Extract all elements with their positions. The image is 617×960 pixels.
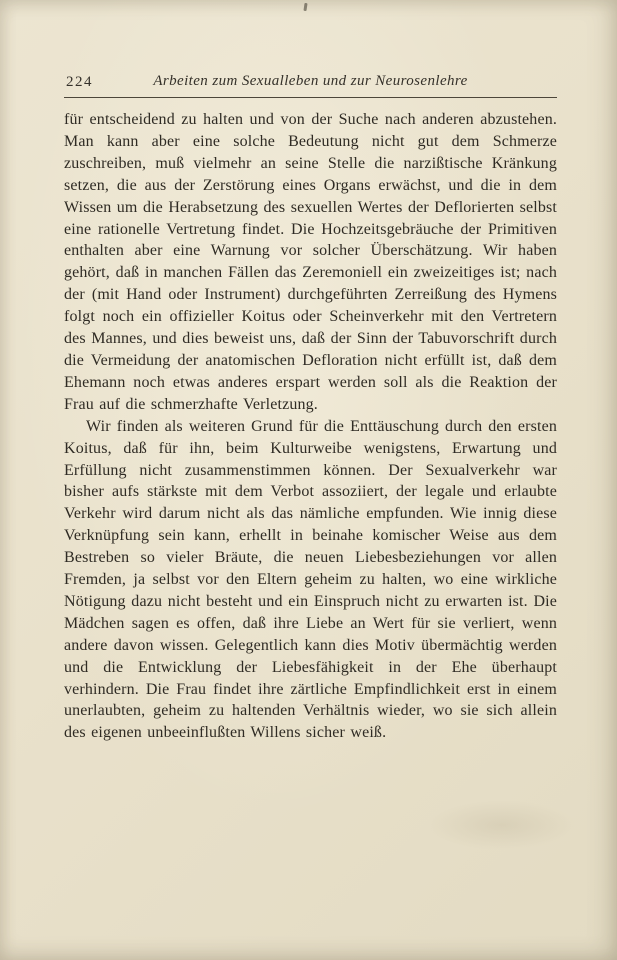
page-body: [64, 109, 557, 744]
scan-artifact-smudge: [427, 800, 577, 850]
page-header: [64, 72, 557, 92]
page-number: 224: [66, 74, 93, 90]
paragraph-2: Wir finden als weiteren Grund für die Enttäuschung durch den ersten Koitus, daß für ihn, beim Kulturweibe wenigstens, Erwartung und Erfüllung nicht zusammenstimmen können. Der Sexualverkehr war bisher aufs stärkste mit dem Verbot assoziiert, der legale und erlaubte Verkehr wird darum nicht als das nämliche empfunden. Wie innig diese Verknüpfung sein kann, erhellt in beinahe komischer Weise aus dem Bestreben so vieler Bräute, die neuen Liebesbeziehungen vor allen Fremden, ja selbst vor den Eltern geheim zu halten, wo eine wirkliche Nötigung dazu nicht besteht und ein Einspruch nicht zu erwarten ist. Die Mädchen sagen es offen, daß ihre Liebe an Wert für sie verliert, wenn andere davon wissen. Gelegentlich kann dies Motiv übermächtig werden und die Entwicklung der Liebesfähigkeit in der Ehe überhaupt verhindern. Die Frau findet ihre zärtliche Empfindlichkeit erst in einem unerlaubten, geheim zu haltenden Verhältnis wieder, wo sie sich allein des eigenen unbeeinflußten Willens sicher weiß.: [64, 417, 557, 742]
header-rule: [64, 97, 557, 98]
running-title: Arbeiten zum Sexualleben und zur Neurosenlehre: [153, 73, 468, 89]
scan-artifact-mark: [303, 3, 307, 11]
page-content: [64, 72, 557, 744]
paragraph-1: für entscheidend zu halten und von der Suche nach anderen abzustehen. Man kann aber eine solche Bedeutung nicht gut dem Schmerze zuschreiben, muß vielmehr an seine Stelle die narzißtische Kränkung setzen, die aus der Zerstörung eines Organs erwächst, und die in dem Wissen um die Herabsetzung des sexuellen Wertes der Deflorierten selbst eine rationelle Vertretung findet. Die Hochzeitsgebräuche der Primitiven enthalten aber eine Warnung vor solcher Überschätzung. Wir haben gehört, daß in manchen Fällen das Zeremoniell ein zweizeitiges ist; nach der (mit Hand oder Instrument) durchgeführten Zerreißung des Hymens folgt noch ein offizieller Koitus oder Scheinverkehr mit den Vertretern des Mannes, und dies beweist uns, daß der Sinn der Tabuvorschrift durch die Vermeidung der anatomischen Defloration nicht erfüllt ist, daß dem Ehemann noch etwas anderes erspart werden soll als die Reaktion der Frau auf die schmerzhafte Verletzung.: [64, 111, 557, 413]
